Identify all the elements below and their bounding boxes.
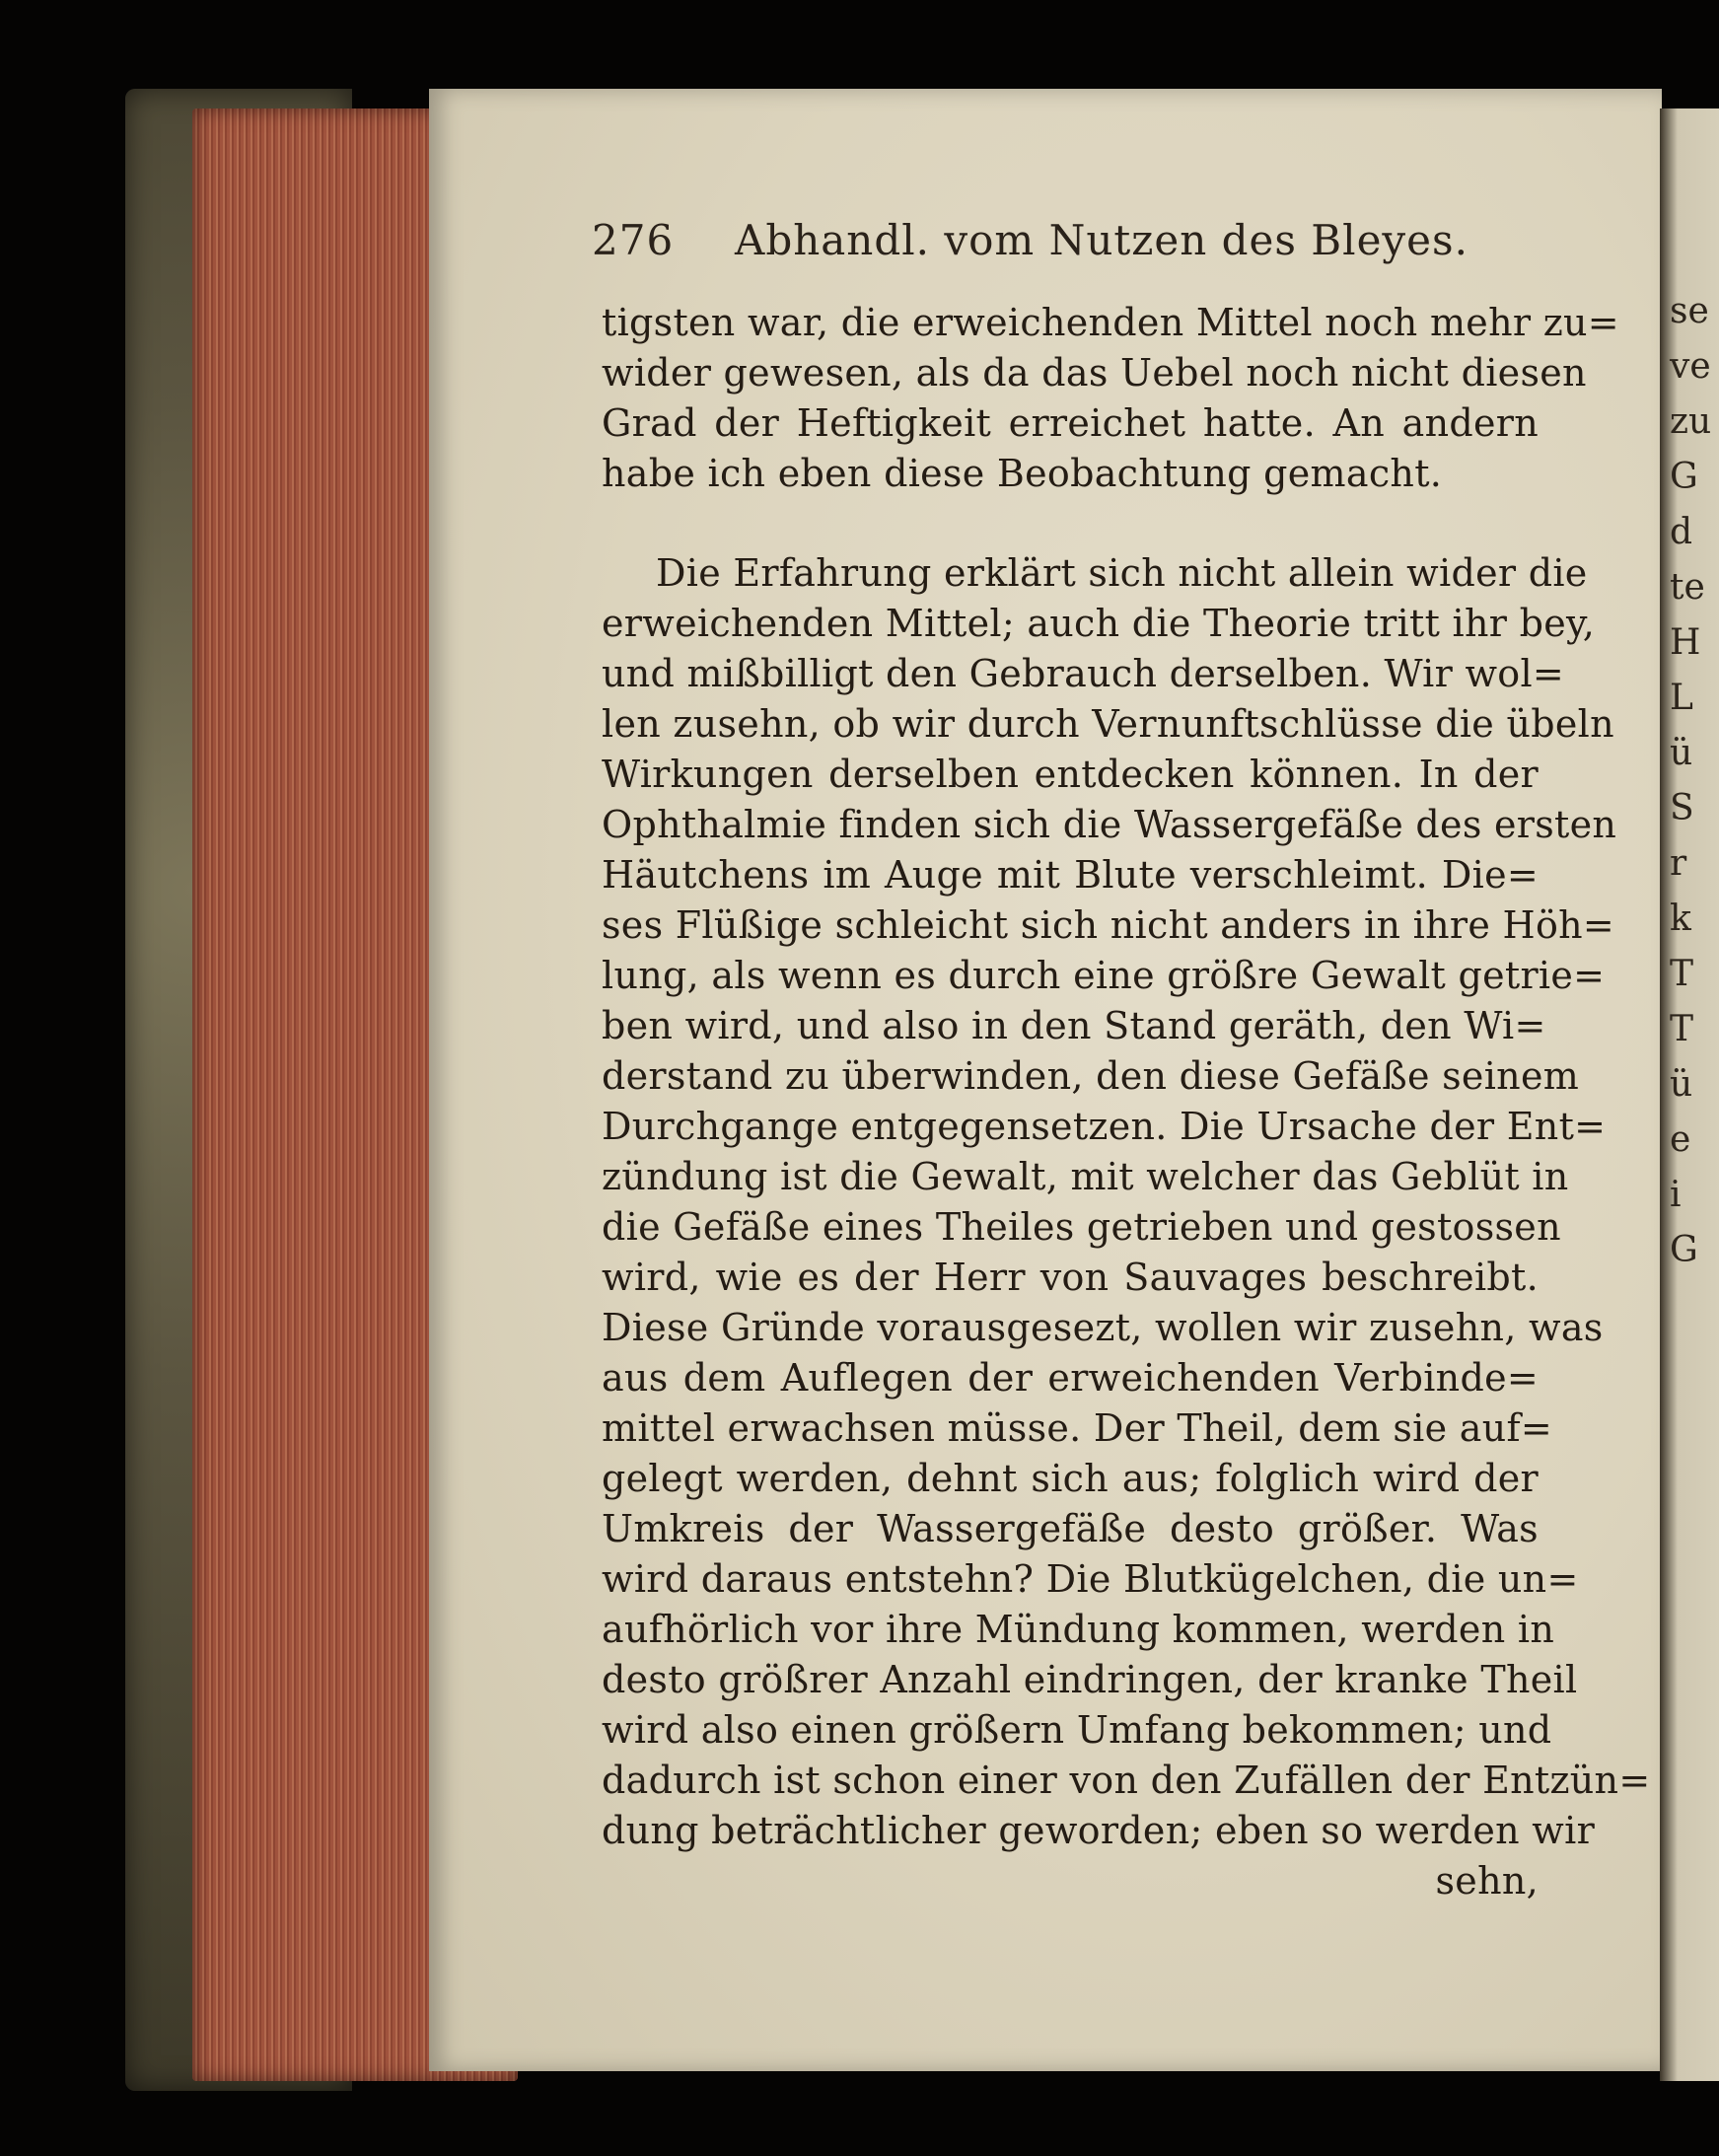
text-line: erweichenden Mittel; auch die Theorie tritt ihr bey, bbox=[602, 602, 1596, 645]
text-line: dadurch ist schon einer von den Zufällen der Entzün= bbox=[602, 1759, 1651, 1802]
text-line: wird, wie es der Herr von Sauvages beschreibt. bbox=[602, 1256, 1539, 1299]
text-line: Die Erfahrung erklärt sich nicht allein wider die bbox=[656, 551, 1588, 595]
text-line: Grad der Heftigkeit erreichet hatte. An andern bbox=[602, 401, 1539, 445]
facing-page-fragment: i bbox=[1670, 1175, 1682, 1215]
facing-page-fragment: zu bbox=[1670, 401, 1712, 442]
facing-page-fragment: ü bbox=[1670, 733, 1693, 773]
facing-page-fragment: te bbox=[1670, 567, 1705, 608]
facing-page-fragment: k bbox=[1670, 898, 1691, 939]
page-header bbox=[592, 211, 1529, 270]
page-text bbox=[602, 298, 1651, 1906]
facing-page-fragment: G bbox=[1670, 457, 1698, 497]
facing-page-fragment: T bbox=[1670, 1009, 1694, 1049]
running-title: Abhandl. vom Nutzen des Bleyes. bbox=[735, 216, 1468, 264]
text-line: und mißbilligt den Gebrauch derselben. Wir wol= bbox=[602, 652, 1565, 695]
paragraph-2 bbox=[602, 548, 1651, 1856]
text-line: lung, als wenn es durch eine größre Gewalt getrie= bbox=[602, 954, 1606, 997]
text-line: zündung ist die Gewalt, mit welcher das Geblüt in bbox=[602, 1155, 1569, 1198]
text-line: tigsten war, die erweichenden Mittel noch mehr zu= bbox=[602, 301, 1619, 344]
text-line: aufhörlich vor ihre Mündung kommen, werden in bbox=[602, 1608, 1555, 1651]
text-line: ben wird, und also in den Stand geräth, den Wi= bbox=[602, 1004, 1546, 1047]
text-line: mittel erwachsen müsse. Der Theil, dem sie auf= bbox=[602, 1406, 1552, 1450]
facing-page-edge bbox=[1660, 108, 1719, 2081]
text-line: aus dem Auflegen der erweichenden Verbinde= bbox=[602, 1356, 1539, 1400]
facing-page-fragment: r bbox=[1670, 843, 1687, 884]
facing-page-fragment: se bbox=[1670, 291, 1709, 331]
facing-page-fragment: T bbox=[1670, 954, 1694, 994]
text-line: Durchgange entgegensetzen. Die Ursache der Ent= bbox=[602, 1105, 1607, 1148]
text-line: wider gewesen, als da das Uebel noch nicht diesen bbox=[602, 351, 1587, 395]
text-line: Ophthalmie finden sich die Wassergefäße des ersten bbox=[602, 803, 1617, 846]
catchword: sehn, bbox=[1435, 1859, 1539, 1903]
text-line: desto größrer Anzahl eindringen, der kranke Theil bbox=[602, 1658, 1578, 1701]
facing-page-fragment: ve bbox=[1670, 346, 1711, 387]
text-line: habe ich eben diese Beobachtung gemacht. bbox=[602, 452, 1443, 495]
text-line: wird daraus entstehn? Die Blutkügelchen, die un= bbox=[602, 1557, 1579, 1601]
text-line: Umkreis der Wassergefäße desto größer. Was bbox=[602, 1507, 1539, 1550]
facing-page-fragment: d bbox=[1670, 512, 1693, 552]
text-line: gelegt werden, dehnt sich aus; folglich wird der bbox=[602, 1457, 1539, 1500]
facing-page-fragment: G bbox=[1670, 1230, 1698, 1270]
text-line: dung beträchtlicher geworden; eben so werden wir bbox=[602, 1809, 1596, 1852]
text-line: Wirkungen derselben entdecken können. In der bbox=[602, 753, 1539, 796]
facing-page-fragment: L bbox=[1670, 678, 1693, 718]
page-number: 276 bbox=[592, 216, 675, 264]
facing-page-fragment: S bbox=[1670, 788, 1694, 828]
text-line: wird also einen größern Umfang bekommen; und bbox=[602, 1708, 1552, 1752]
text-line: len zusehn, ob wir durch Vernunftschlüsse die übeln bbox=[602, 702, 1614, 746]
facing-page-fragment: H bbox=[1670, 622, 1701, 663]
facing-page-fragment: ü bbox=[1670, 1064, 1693, 1105]
text-line: derstand zu überwinden, den diese Gefäße seinem bbox=[602, 1054, 1580, 1098]
text-line: Häutchens im Auge mit Blute verschleimt. Die= bbox=[602, 853, 1539, 897]
text-line: ses Flüßige schleicht sich nicht anders in ihre Höh= bbox=[602, 903, 1615, 947]
paragraph-1 bbox=[602, 298, 1619, 499]
text-line: Diese Gründe vorausgesezt, wollen wir zusehn, was bbox=[602, 1306, 1604, 1349]
text-line: die Gefäße eines Theiles getrieben und gestossen bbox=[602, 1205, 1561, 1249]
facing-page-fragment: e bbox=[1670, 1119, 1691, 1160]
